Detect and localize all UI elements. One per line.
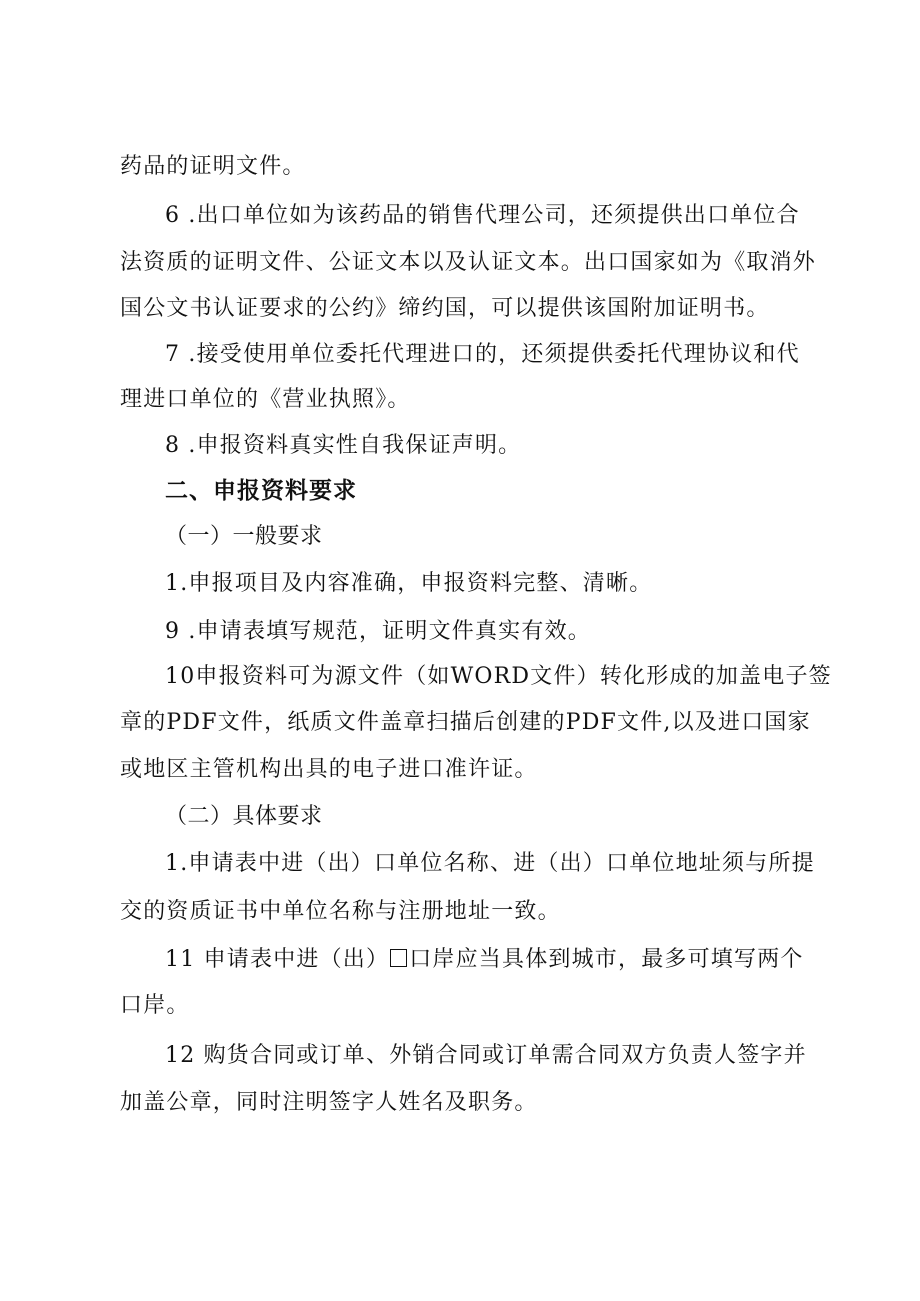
paragraph-line: 理进口单位的《营业执照》。 [120, 387, 411, 412]
paragraph-line: 12 购货合同或订单、外销合同或订单需合同双方负责人签字并 [165, 1043, 807, 1068]
paragraph-line: 加盖公章，同时注明签字人姓名及职务。 [120, 1090, 538, 1115]
empty-box-glyph [390, 949, 407, 967]
paragraph-line: 或地区主管机构出具的电子进口准许证。 [120, 757, 538, 782]
paragraph-line: 1.申报项目及内容准确，申报资料完整、清晰。 [165, 571, 653, 596]
paragraph-line: 6 .出口单位如为该药品的销售代理公司，还须提供出口单位合 [165, 203, 800, 228]
section-heading: 二、申报资料要求 [165, 478, 357, 504]
subsection-heading: （二）具体要求 [165, 804, 323, 829]
paragraph-line: 国公文书认证要求的公约》缔约国，可以提供该国附加证明书。 [120, 296, 770, 321]
line-text: 口岸应当具体到城市，最多可填写两个 [409, 947, 804, 972]
paragraph-line: 10申报资料可为源文件（如WORD文件）转化形成的加盖电子签 [165, 664, 832, 689]
paragraph-line: 1.申请表中进（出）口单位名称、进（出）口单位地址须与所提 [165, 851, 815, 876]
paragraph-line: 8 .申报资料真实性自我保证声明。 [165, 433, 522, 458]
paragraph-line: 9 .申请表填写规范，证明文件真实有效。 [165, 619, 591, 644]
line-text: 11 申请表中进（出） [165, 947, 390, 972]
paragraph-line: 章的PDF文件，纸质文件盖章扫描后创建的PDF文件,以及进口国家 [120, 710, 811, 735]
paragraph-line: 交的资质证书中单位名称与注册地址一致。 [120, 899, 561, 924]
paragraph-line: 口岸。 [120, 993, 190, 1018]
paragraph-line: 药品的证明文件。 [120, 154, 306, 179]
subsection-heading: （一）一般要求 [165, 524, 323, 549]
paragraph-line [165, 945, 804, 975]
paragraph-line: 7 .接受使用单位委托代理进口的，还须提供委托代理协议和代 [165, 342, 800, 367]
paragraph-line: 法资质的证明文件、公证文本以及认证文本。出口国家如为《取消外 [120, 250, 817, 275]
